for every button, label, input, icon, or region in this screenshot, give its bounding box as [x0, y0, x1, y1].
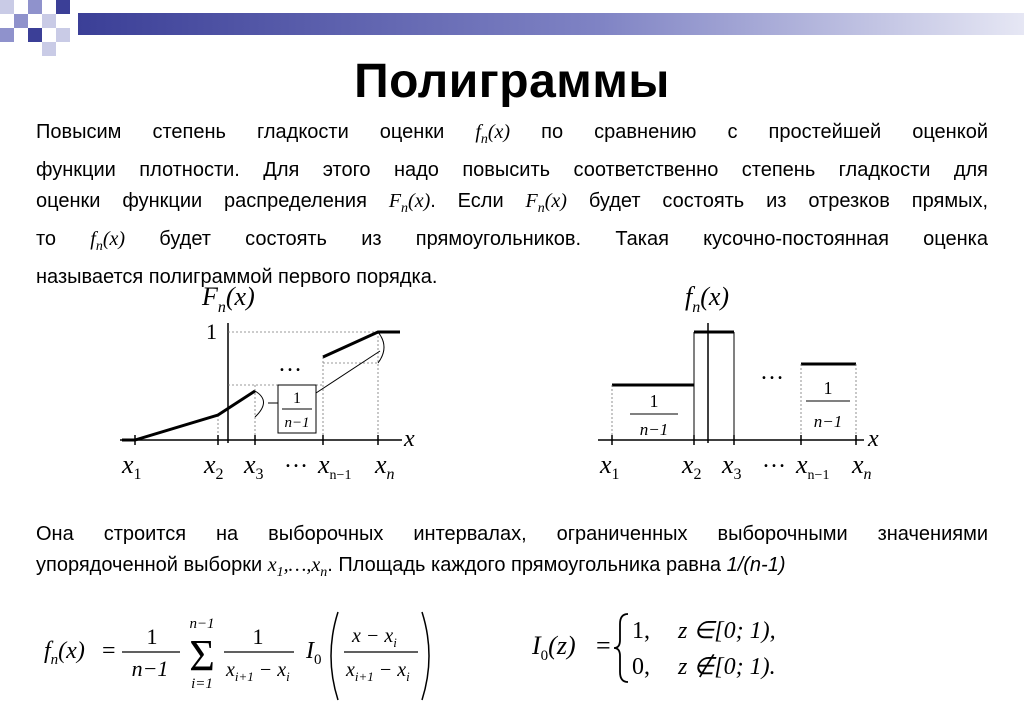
fn-symbol: $f_n(x)$	[90, 228, 126, 254]
formula-fn-sum: Σ	[189, 631, 215, 680]
chart-fn-xtick-label: $x_2$	[682, 450, 702, 483]
chart-Fn-xtick-label: …	[284, 447, 308, 473]
formula-fn-frac1-num: 1	[146, 624, 158, 649]
formula-fn-lhs: $f_n(x)$	[44, 638, 85, 668]
deco-square	[28, 28, 42, 42]
chart-Fn-xtick-label: $x_1$	[122, 450, 142, 483]
chart-Fn-xtick-label: $x_2$	[204, 450, 224, 483]
intro-line-1: Повысим степень гладкости оценки $f_n(x)$ по сравнению с простейшей оценкой	[36, 121, 988, 147]
formula-fn-frac2-num: 1	[252, 624, 264, 649]
chart-fn-fraction2-den: n−1	[813, 412, 843, 431]
chart-Fn-arc	[378, 332, 384, 363]
formula-I0	[528, 608, 828, 688]
chart-Fn-xlabel: x	[404, 426, 415, 452]
construction-line-1: Она строится на выборочных интервалах, ограниченных выборочными значениями	[36, 523, 988, 545]
formula-I0-case1-cond: z ∈[0; 1),	[678, 618, 776, 644]
Fn-symbol: $F_n(x)$	[388, 190, 431, 216]
chart-fn-ylabel: $f_n(x)$	[685, 282, 730, 316]
chart-fn-xtick-label: $x_{n-1}$	[796, 450, 830, 483]
intro-line-4: то $f_n(x)$ будет состоять из прямоугольников. Такая кусочно-постоянная оценка	[36, 228, 988, 254]
formula-I0-brace	[614, 614, 628, 682]
chart-fn-fraction-den: n−1	[639, 420, 669, 439]
chart-fn-xtick-label: $x_1$	[600, 450, 620, 483]
deco-square	[14, 14, 28, 28]
header-band	[78, 13, 1024, 35]
deco-square	[42, 14, 56, 28]
chart-fn-fraction2-num: 1	[823, 378, 833, 398]
formula-fn-frac2-den: $x_{i+1} - x_i$	[226, 659, 290, 684]
deco-square	[56, 28, 70, 42]
intro-line-5: называется полиграммой первого порядка.	[36, 266, 438, 288]
formula-fn	[40, 608, 440, 704]
fn-symbol: $f_n(x)$	[475, 121, 511, 147]
deco-square	[0, 28, 14, 42]
construction-line-2: упорядоченной выборки $x_1,\dots,x_n$. Площадь каждого прямоугольника равна 1/(n-1)	[36, 554, 786, 580]
chart-Fn-xtick-label: $x_3$	[244, 450, 264, 483]
chart-fn-xtick-label: $x_n$	[852, 450, 872, 483]
chart-fn-ellipsis: …	[760, 359, 784, 385]
chart-fn-xlabel: x	[868, 426, 879, 452]
intro-line-2: функции плотности. Для этого надо повысить соответственно степень гладкости для	[36, 159, 988, 181]
chart-Fn-fraction-num: 1	[293, 390, 301, 407]
chart-Fn-ylabel: $F_n(x)$	[202, 282, 255, 316]
formula-I0-case2-val: 0,	[632, 654, 650, 680]
deco-square	[0, 0, 14, 14]
chart-fn-fraction-num: 1	[649, 391, 659, 411]
chart-Fn-curve	[323, 332, 400, 357]
formula-fn-sum-bottom: i=1	[191, 676, 213, 692]
deco-square	[28, 0, 42, 14]
chart-Fn-xtick-label: $x_{n-1}$	[318, 450, 352, 483]
formula-fn-sum-top: n−1	[189, 616, 215, 632]
formula-fn-paren-right	[422, 612, 429, 700]
intro-line-3: оценки функции распределения $F_n(x)$. Если $F_n(x)$ будет состоять из отрезков прямых,	[36, 190, 989, 216]
formula-I0-case2-cond: z ∉[0; 1).	[678, 654, 776, 680]
chart-fn-xtick-label: $x_3$	[722, 450, 742, 483]
chart-Fn	[110, 275, 440, 490]
header-decoration	[0, 0, 1024, 60]
formula-fn-frac1-den: n−1	[131, 656, 169, 681]
chart-fn	[590, 275, 920, 490]
formula-fn-eq: =	[102, 638, 116, 664]
intro-paragraph	[36, 117, 988, 293]
formula-fn-paren-left	[331, 612, 338, 700]
construction-paragraph	[36, 519, 988, 588]
chart-Fn-fraction-den: n−1	[284, 415, 310, 431]
chart-Fn-arc	[255, 391, 264, 417]
chart-Fn-ytick-1: 1	[206, 319, 217, 344]
slide-title: Полиграммы	[354, 55, 670, 108]
chart-fn-xtick-label: …	[762, 447, 786, 473]
deco-square	[56, 0, 70, 14]
formula-fn-frac3-num: $x - x_i$	[352, 625, 397, 650]
formula-I0-lhs: $I_0(z)$	[532, 631, 576, 664]
formula-fn-frac3-den: $x_{i+1} - x_i$	[346, 659, 410, 684]
chart-Fn-ellipsis: …	[278, 351, 302, 377]
chart-Fn-curve	[122, 391, 255, 440]
formula-I0-case1-val: 1,	[632, 618, 650, 644]
sample-symbol: $x_1,\dots,x_n$	[267, 554, 328, 580]
Fn-symbol: $F_n(x)$	[525, 190, 567, 216]
formula-I0-eq: =	[596, 631, 611, 660]
formula-fn-I: $I_0$	[306, 638, 322, 668]
chart-Fn-xtick-label: $x_n$	[375, 450, 395, 483]
